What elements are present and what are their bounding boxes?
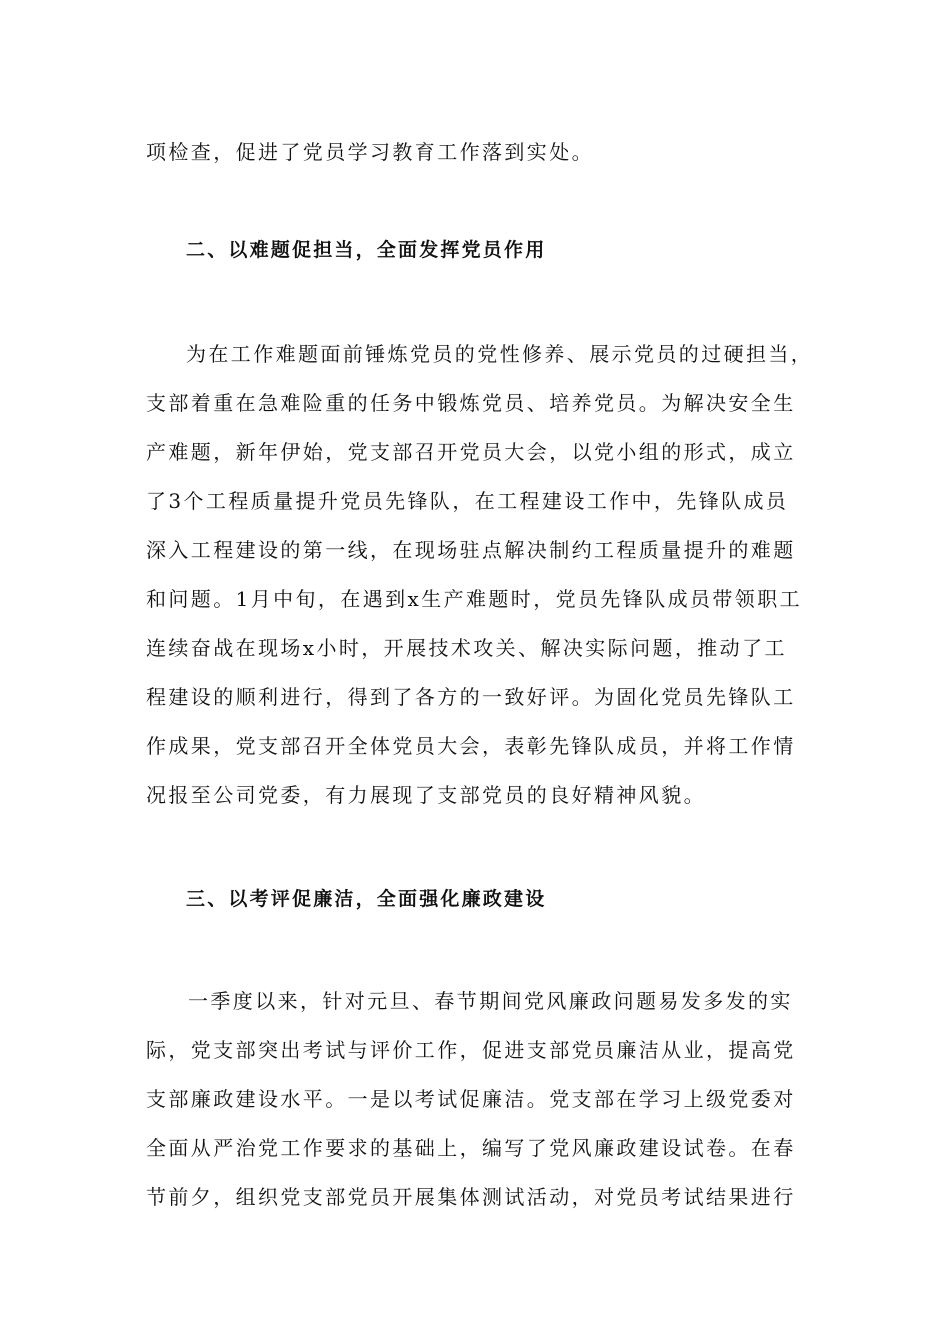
paragraph-line: 连续奋战在现场x小时，开展技术攻关、解决实际问题，推动了工 [146, 636, 787, 660]
section-heading: 三、以考评促廉洁，全面强化廉政建设 [186, 888, 547, 910]
paragraph-line: 际，党支部突出考试与评价工作，促进支部党员廉洁从业，提高党 [146, 1038, 796, 1062]
paragraph-line: 深入工程建设的第一线，在现场驻点解决制约工程质量提升的难题 [146, 538, 796, 562]
paragraph-line: 支部着重在急难险重的任务中锻炼党员、培养党员。为解决安全生 [146, 391, 796, 415]
paragraph-line: 了3个工程质量提升党员先锋队，在工程建设工作中，先锋队成员 [146, 489, 789, 513]
paragraph-line: 为在工作难题面前锤炼党员的党性修养、展示党员的过硬担当， [186, 342, 814, 366]
paragraph-line: 项检查，促进了党员学习教育工作落到实处。 [146, 140, 594, 164]
paragraph-line: 产难题，新年伊始，党支部召开党员大会，以党小组的形式，成立 [146, 440, 796, 464]
paragraph-line: 全面从严治党工作要求的基础上，编写了党风廉政建设试卷。在春 [146, 1136, 796, 1160]
section-heading: 二、以难题促担当，全面发挥党员作用 [186, 239, 547, 261]
paragraph-line: 作成果，党支部召开全体党员大会，表彰先锋队成员，并将工作情 [146, 734, 796, 758]
paragraph-line: 支部廉政建设水平。一是以考试促廉洁。党支部在学习上级党委对 [146, 1087, 796, 1111]
paragraph-line: 一季度以来，针对元旦、春节期间党风廉政问题易发多发的实 [188, 989, 793, 1013]
paragraph-line: 况报至公司党委，有力展现了支部党员的良好精神风貌。 [146, 783, 706, 807]
paragraph-line: 和问题。1月中旬，在遇到x生产难题时，党员先锋队成员带领职工 [146, 587, 803, 611]
paragraph-line: 节前夕，组织党支部党员开展集体测试活动，对党员考试结果进行 [146, 1185, 796, 1209]
paragraph-line: 程建设的顺利进行，得到了各方的一致好评。为固化党员先锋队工 [146, 685, 796, 709]
